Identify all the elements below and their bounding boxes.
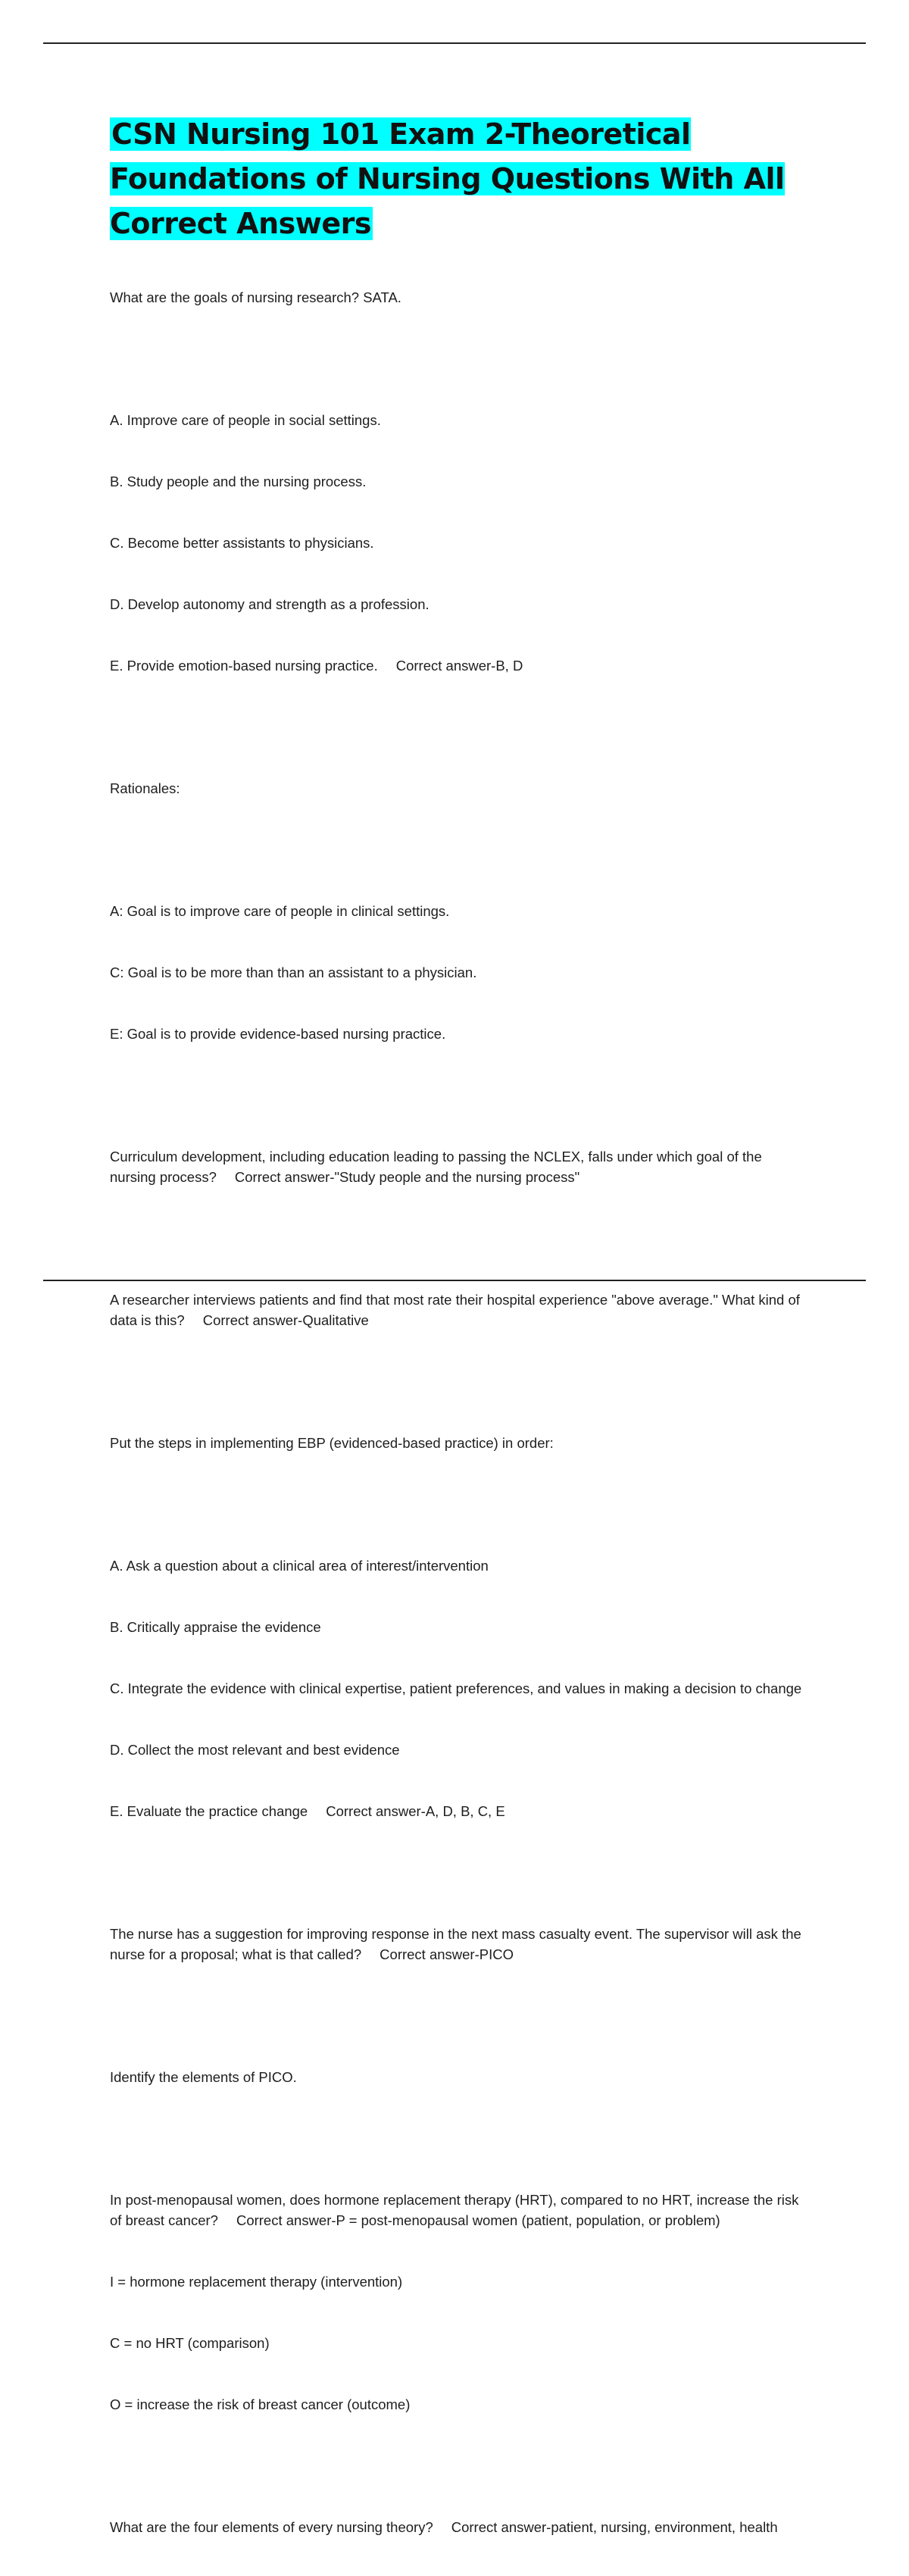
option-b: B. Study people and the nursing process. xyxy=(110,474,367,489)
option-d: D. Develop autonomy and strength as a profession. xyxy=(110,596,430,612)
question-6-block xyxy=(110,2190,807,2231)
option-e: E. Provide emotion-based nursing practice. xyxy=(110,658,378,674)
step-e-with-answer xyxy=(110,1801,807,1821)
option-e-with-answer xyxy=(110,655,807,676)
title-highlight: CSN Nursing 101 Exam 2-Theoretical Foundations of Nursing Questions With All Correct Answers xyxy=(110,117,785,240)
correct-answer: Correct answer-PICO xyxy=(380,1946,514,1962)
pico-c: C = no HRT (comparison) xyxy=(110,2335,270,2351)
question-text: Curriculum development, including education leading to passing the NCLEX, falls under which goal of the nursing process? xyxy=(110,1149,766,1185)
question-2-block xyxy=(110,1146,807,1187)
correct-answer: Correct answer-Qualitative xyxy=(202,1312,369,1328)
correct-answer: Correct answer-P = post-menopausal women (patient, population, or problem) xyxy=(236,2212,720,2228)
step-c: C. Integrate the evidence with clinical expertise, patient preferences, and values in making a decision to change xyxy=(110,1680,802,1696)
question-text: Put the steps in implementing EBP (evidenced-based practice) in order: xyxy=(110,1435,554,1451)
document-title xyxy=(110,112,807,246)
top-rule xyxy=(43,42,866,44)
question-3-block xyxy=(110,1290,807,1330)
correct-answer: Correct answer-B, D xyxy=(395,658,523,674)
correct-answer: Correct answer-"Study people and the nursing process" xyxy=(234,1169,580,1185)
question-text: The nurse has a suggestion for improving response in the next mass casualty event. The supervisor will ask the nurse for a proposal; what is that called? xyxy=(110,1926,805,1962)
question-6 xyxy=(110,2026,807,2456)
option-c: C. Become better assistants to physicians. xyxy=(110,535,374,551)
question-5 xyxy=(110,1883,807,2005)
question-text: In post-menopausal women, does hormone replacement therapy (HRT), compared to no HRT, increase the risk of breast cancer? xyxy=(110,2192,803,2228)
question-2 xyxy=(110,1105,807,1228)
step-d: D. Collect the most relevant and best evidence xyxy=(110,1742,400,1758)
question-7-block xyxy=(110,2517,807,2537)
question-4 xyxy=(110,1392,807,1862)
question-7 xyxy=(110,2476,807,2576)
question-text: What are the goals of nursing research? SATA. xyxy=(110,289,401,305)
rationale-a: A: Goal is to improve care of people in clinical settings. xyxy=(110,903,450,919)
question-5-block xyxy=(110,1924,807,1965)
bottom-rule xyxy=(43,1280,866,1281)
correct-answer: Correct answer-patient, nursing, environment, health xyxy=(451,2519,778,2535)
step-b: B. Critically appraise the evidence xyxy=(110,1619,321,1635)
pico-i: I = hormone replacement therapy (intervention) xyxy=(110,2274,403,2290)
step-e: E. Evaluate the practice change xyxy=(110,1803,308,1819)
question-3 xyxy=(110,1249,807,1371)
correct-answer: Correct answer-A, D, B, C, E xyxy=(326,1803,505,1819)
question-text: What are the four elements of every nursing theory? xyxy=(110,2519,433,2535)
rationale-e: E: Goal is to provide evidence-based nursing practice. xyxy=(110,1026,446,1042)
question-text: A researcher interviews patients and find that most rate their hospital experience "above average." What kind of data is this? xyxy=(110,1292,804,1328)
pico-intro: Identify the elements of PICO. xyxy=(110,2069,297,2085)
rationales-label: Rationales: xyxy=(110,780,180,796)
question-1 xyxy=(110,246,807,1085)
rationale-c: C: Goal is to be more than than an assistant to a physician. xyxy=(110,964,477,980)
document-body xyxy=(110,112,807,2576)
pico-o: O = increase the risk of breast cancer (outcome) xyxy=(110,2396,411,2412)
step-a: A. Ask a question about a clinical area of interest/intervention xyxy=(110,1558,489,1574)
option-a: A. Improve care of people in social settings. xyxy=(110,412,381,428)
